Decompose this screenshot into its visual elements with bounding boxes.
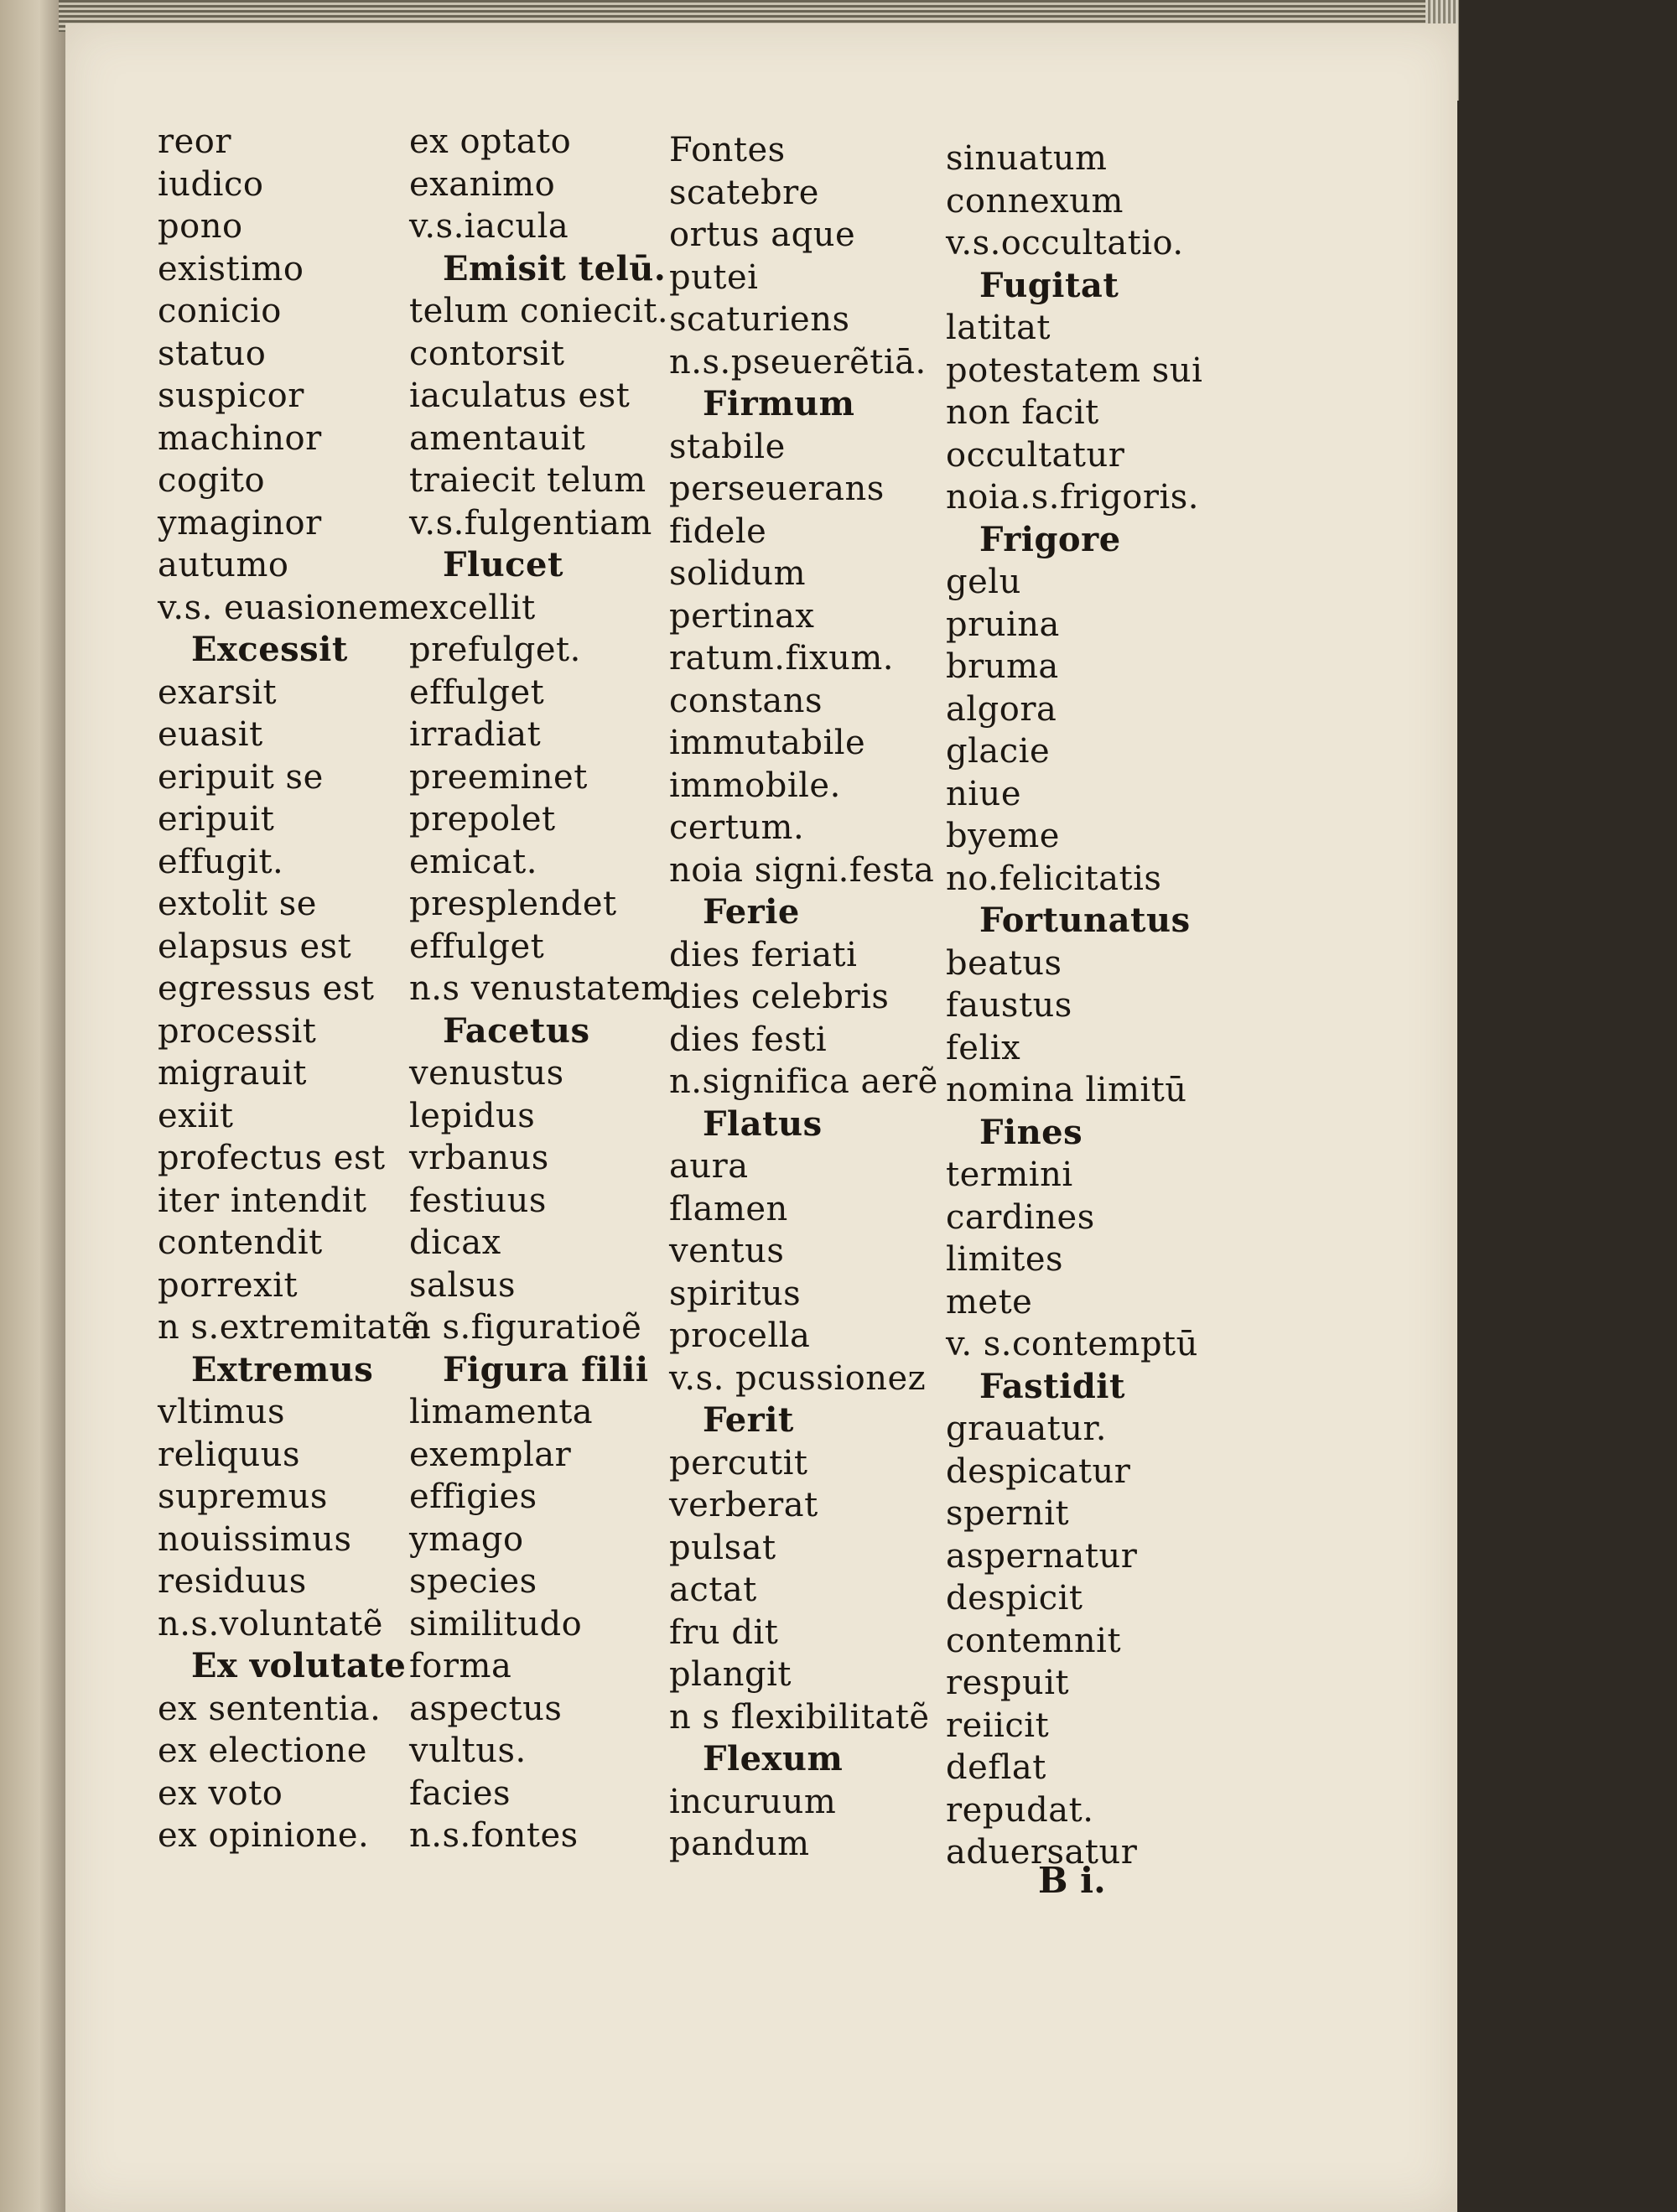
word-entry: procella: [669, 1316, 811, 1355]
word-entry: plangit: [669, 1655, 792, 1694]
word-entry: machinor: [158, 418, 322, 458]
word-entry: eripuit se: [158, 757, 324, 797]
word-entry: spernit: [946, 1494, 1070, 1533]
word-entry: Fugitat: [979, 265, 1119, 305]
word-entry: prefulget.: [409, 631, 581, 669]
word-entry: mete: [946, 1282, 1033, 1321]
word-entry: occultatur: [946, 435, 1125, 475]
word-entry: ex electione: [158, 1732, 367, 1770]
word-entry: ex optato: [409, 122, 572, 161]
word-entry: percutit: [669, 1443, 808, 1482]
word-entry: Ferit: [703, 1400, 794, 1440]
word-entry: residuus: [158, 1562, 307, 1601]
word-entry: existimo: [158, 249, 304, 288]
word-entry: pruina: [946, 605, 1060, 644]
word-entry: facies: [409, 1773, 511, 1813]
word-entry: dies feriati: [669, 935, 858, 974]
word-entry: stabile: [669, 427, 786, 466]
word-entry: flamen: [669, 1189, 788, 1228]
word-entry: bruma: [946, 647, 1059, 686]
word-entry: ymago: [409, 1519, 524, 1559]
word-entry: effulget: [409, 927, 545, 966]
word-entry: profectus est: [158, 1139, 386, 1177]
word-entry: dicax: [409, 1223, 501, 1262]
word-entry: perseuerans: [669, 470, 885, 508]
word-entry: exemplar: [409, 1435, 572, 1474]
word-entry: nomina limitū: [946, 1071, 1187, 1109]
word-entry: solidum: [669, 554, 806, 593]
word-entry: reiicit: [946, 1706, 1050, 1745]
word-entry: effulget: [409, 672, 545, 712]
word-entry: similitudo: [409, 1604, 583, 1643]
word-entry: n.s.voluntatẽ: [158, 1604, 383, 1643]
word-entry: preeminet: [409, 757, 588, 797]
word-entry: beatus: [946, 943, 1062, 983]
word-entry: effugit.: [158, 842, 284, 881]
word-entry: salsus: [409, 1265, 516, 1305]
word-entry: statuo: [158, 334, 267, 373]
word-entry: noia signi.festa: [669, 850, 935, 890]
word-entry: vltimus: [158, 1393, 285, 1431]
word-entry: iudico: [158, 164, 264, 204]
word-entry: scatebre: [669, 173, 819, 212]
word-entry: non facit: [946, 393, 1099, 432]
word-entry: autumo: [158, 546, 289, 584]
word-entry: spiritus: [669, 1274, 802, 1313]
page: [65, 23, 1457, 2212]
word-entry: exanimo: [409, 164, 556, 204]
word-entry: porrexit: [158, 1265, 299, 1305]
word-entry: aura: [669, 1147, 749, 1186]
word-entry: despicatur: [946, 1451, 1131, 1491]
word-entry: irradiat: [409, 715, 542, 754]
word-entry: Firmum: [703, 384, 855, 423]
word-entry: Emisit telū.: [443, 248, 667, 288]
word-entry: sinuatum: [946, 139, 1108, 178]
word-entry: suspicor: [158, 376, 304, 415]
word-entry: contemnit: [946, 1621, 1122, 1660]
word-entry: Figura filii: [443, 1349, 649, 1389]
word-entry: Fastidit: [979, 1366, 1125, 1406]
word-entry: Ex volutate: [191, 1646, 407, 1685]
word-entry: cardines: [946, 1197, 1095, 1237]
word-entry: byeme: [946, 817, 1060, 855]
word-entry: prepolet: [409, 800, 556, 839]
word-entry: extolit se: [158, 885, 317, 923]
word-entry: amentauit: [409, 418, 586, 458]
word-entry: n.s.fontes: [409, 1816, 579, 1855]
word-entry: Ferie: [703, 892, 800, 932]
word-entry: despicit: [946, 1579, 1083, 1617]
word-entry: immobile.: [669, 766, 841, 805]
word-entry: migrauit: [158, 1054, 307, 1093]
word-entry: verberat: [669, 1486, 818, 1524]
word-entry: v.s. pcussionez: [669, 1358, 927, 1398]
word-entry: v.s.occultatio.: [946, 224, 1184, 262]
word-entry: no.felicitatis: [946, 859, 1162, 898]
word-entry: ex opinione.: [158, 1816, 370, 1855]
word-entry: iter intendit: [158, 1181, 367, 1220]
word-entry: supremus: [158, 1477, 328, 1516]
word-entry: incuruum: [669, 1782, 837, 1821]
word-entry: glacie: [946, 732, 1051, 771]
word-entry: ortus aque: [669, 215, 856, 254]
word-entry: pertinax: [669, 596, 815, 636]
word-entry: Extremus: [191, 1349, 374, 1389]
word-entry: pono: [158, 207, 243, 246]
word-entry: latitat: [946, 309, 1051, 347]
word-entry: nouissimus: [158, 1519, 352, 1559]
word-entry: connexum: [946, 181, 1124, 221]
word-entry: Fines: [979, 1112, 1083, 1152]
word-entry: lepidus: [409, 1096, 536, 1135]
word-entry: traiecit telum: [409, 461, 646, 500]
word-entry: presplendet: [409, 885, 617, 923]
word-entry: reliquus: [158, 1435, 301, 1474]
word-entry: Flexum: [703, 1739, 844, 1778]
word-entry: gelu: [946, 563, 1021, 601]
word-entry: ymaginor: [158, 503, 322, 543]
word-entry: putei: [669, 257, 759, 297]
word-entry: exiit: [158, 1096, 234, 1135]
word-entry: faustus: [946, 986, 1072, 1025]
word-entry: Excessit: [191, 630, 348, 669]
word-entry: ex sententia.: [158, 1689, 382, 1728]
word-entry: repudat.: [946, 1790, 1094, 1830]
word-entry: Facetus: [443, 1010, 590, 1051]
word-entry: effigies: [409, 1477, 537, 1516]
word-entry: emicat.: [409, 842, 537, 881]
word-entry: Flucet: [443, 545, 563, 584]
word-entry: pandum: [669, 1825, 810, 1863]
word-entry: exarsit: [158, 672, 278, 712]
word-entry: vultus.: [409, 1732, 527, 1770]
word-entry: elapsus est: [158, 927, 352, 966]
word-entry: algora: [946, 689, 1057, 729]
word-entry: Frigore: [979, 519, 1121, 559]
word-entry: grauatur.: [946, 1410, 1107, 1448]
word-entry: venustus: [409, 1054, 564, 1093]
word-entry: ex voto: [158, 1773, 283, 1813]
word-entry: aduersatur: [946, 1833, 1138, 1872]
word-entry: immutabile: [669, 724, 866, 762]
word-entry: n s.figuratioẽ: [409, 1308, 642, 1347]
word-entry: Flatus: [703, 1103, 823, 1144]
word-entry: conicio: [158, 292, 282, 330]
word-entry: aspectus: [409, 1689, 563, 1728]
word-entry: species: [409, 1562, 537, 1601]
word-entry: telum coniecit.: [409, 292, 669, 330]
word-entry: cogito: [158, 461, 266, 500]
word-entry: n s.extremitatẽ: [158, 1308, 422, 1347]
word-entry: ratum.fixum.: [669, 639, 895, 678]
word-entry: limites: [946, 1240, 1064, 1279]
word-entry: potestatem sui: [946, 350, 1203, 390]
word-entry: dies celebris: [669, 978, 890, 1016]
word-entry: forma: [409, 1647, 512, 1685]
word-entry: festiuus: [409, 1181, 547, 1220]
word-entry: pulsat: [669, 1528, 776, 1567]
word-entry: fru dit: [669, 1612, 779, 1652]
word-entry: v. s.contemptū: [946, 1325, 1198, 1363]
word-entry: deflat: [946, 1748, 1046, 1787]
word-entry: excellit: [409, 588, 536, 627]
word-entry: scaturiens: [669, 300, 850, 339]
word-entry: processit: [158, 1011, 317, 1051]
word-entry: v.s.iacula: [409, 207, 569, 246]
word-entry: limamenta: [409, 1393, 594, 1431]
word-entry: felix: [946, 1028, 1021, 1067]
word-entry: v.s. euasionem: [158, 588, 411, 627]
word-entry: euasit: [158, 715, 263, 754]
word-entry: termini: [946, 1155, 1073, 1194]
word-entry: Fortunatus: [979, 901, 1191, 940]
word-entry: reor: [158, 122, 231, 161]
word-entry: ventus: [669, 1232, 785, 1270]
word-entry: contorsit: [409, 334, 565, 373]
word-entry: eripuit: [158, 800, 275, 839]
word-entry: fidele: [669, 511, 767, 551]
word-entry: n.s venustatem: [409, 969, 673, 1008]
word-entry: certum.: [669, 808, 805, 847]
word-entry: v.s.fulgentiam: [409, 503, 652, 543]
word-entry: dies festi: [669, 1020, 828, 1059]
word-entry: n s flexibilitatẽ: [669, 1697, 930, 1737]
word-entry: noia.s.frigoris.: [946, 478, 1200, 517]
word-entry: n.s.pseuerẽtiā.: [669, 342, 927, 382]
word-entry: actat: [669, 1571, 757, 1609]
word-entry: respuit: [946, 1664, 1070, 1702]
signature-mark: B i.: [1038, 1860, 1106, 1901]
word-entry: aspernatur: [946, 1536, 1138, 1576]
word-entry: n.significa aerẽ: [669, 1062, 938, 1101]
word-entry: constans: [669, 681, 823, 720]
word-entry: contendit: [158, 1223, 323, 1262]
word-entry: niue: [946, 774, 1021, 813]
word-entry: egressus est: [158, 969, 375, 1008]
word-entry: iaculatus est: [409, 376, 631, 415]
word-entry: Fontes: [669, 131, 786, 169]
word-entry: vrbanus: [409, 1139, 549, 1177]
facing-page-edge: [0, 0, 71, 2212]
